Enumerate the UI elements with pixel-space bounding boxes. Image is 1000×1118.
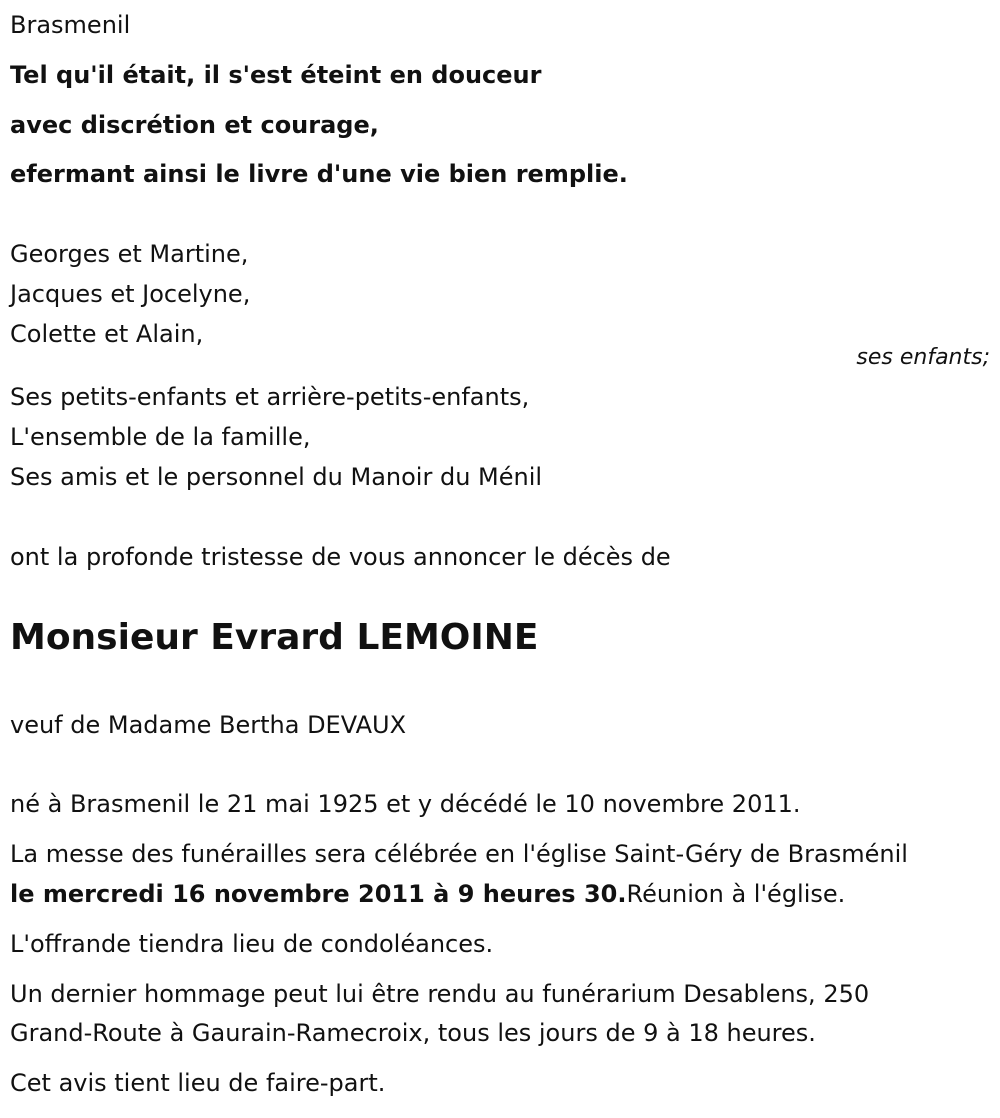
family-line-2: L'ensemble de la famille, (10, 423, 311, 451)
mass-meeting: Réunion à l'église. (626, 880, 846, 908)
tribute-line-1: Un dernier hommage peut lui être rendu au funérarium Desablens, 250 (10, 980, 870, 1008)
child-couple-1: Georges et Martine, (10, 240, 249, 268)
tribute-line-2: Grand-Route à Gaurain-Ramecroix, tous les jours de 9 à 18 heures. (10, 1019, 816, 1047)
mass-date: le mercredi 16 novembre 2011 à 9 heures 30. (10, 880, 627, 908)
family-line-3: Ses amis et le personnel du Manoir du Ménil (10, 463, 543, 491)
child-couple-3: Colette et Alain, (10, 320, 204, 348)
child-couple-2: Jacques et Jocelyne, (10, 280, 251, 308)
epitaph-line-2: avec discrétion et courage, (10, 111, 379, 139)
mass-date-line (10, 879, 845, 909)
place-heading: Brasmenil (10, 11, 131, 39)
mass-line: La messe des funérailles sera célébrée en l'église Saint-Géry de Brasménil (10, 840, 908, 868)
birth-death-line: né à Brasmenil le 21 mai 1925 et y décédé le 10 novembre 2011. (10, 790, 801, 818)
deceased-name: Monsieur Evrard LEMOINE (10, 617, 539, 658)
notice-line: Cet avis tient lieu de faire-part. (10, 1069, 386, 1097)
widower-of: veuf de Madame Bertha DEVAUX (10, 711, 407, 739)
epitaph-line-1: Tel qu'il était, il s'est éteint en douceur (10, 61, 542, 89)
offering-line: L'offrande tiendra lieu de condoléances. (10, 930, 494, 958)
family-line-1: Ses petits-enfants et arrière-petits-enfants, (10, 383, 530, 411)
children-label: ses enfants; (856, 345, 990, 370)
announcement-text: ont la profonde tristesse de vous annoncer le décès de (10, 543, 671, 571)
epitaph-line-3: efermant ainsi le livre d'une vie bien remplie. (10, 160, 628, 188)
